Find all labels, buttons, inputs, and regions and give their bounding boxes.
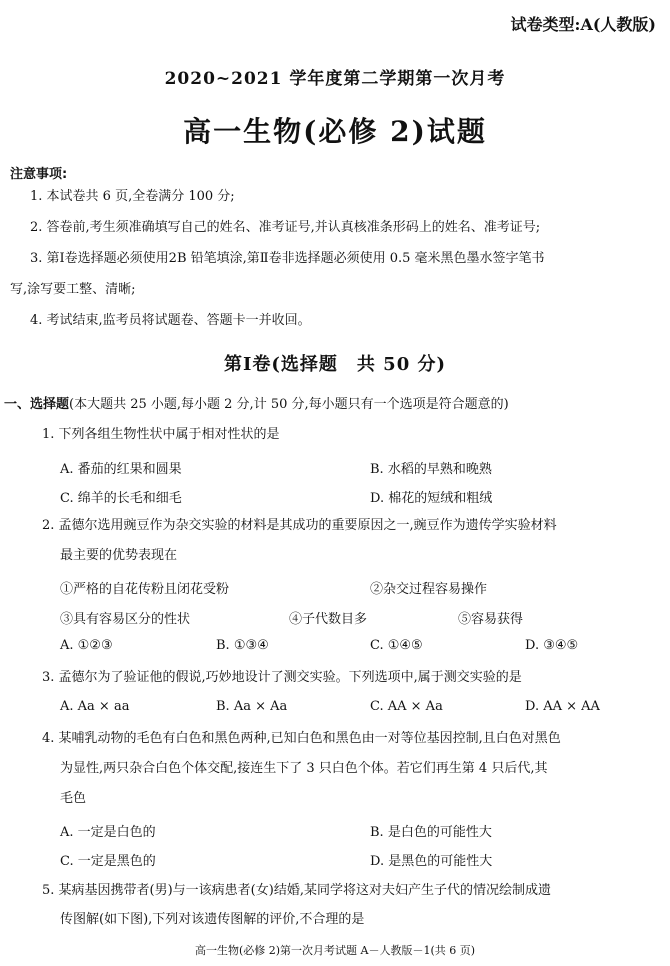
paper-type-label: 试卷类型:A(人教版) <box>510 15 656 34</box>
page-footer: 高一生物(必修 2)第一次月考试题 A－人教版－1(共 6 页) <box>194 944 476 957</box>
question-2-option-c: C. ①④⑤ <box>370 638 423 653</box>
question-4-option-b: B. 是白色的可能性大 <box>370 825 492 840</box>
question-1-option-d: D. 棉花的短绒和粗绒 <box>370 491 493 506</box>
question-2-option-d: D. ③④⑤ <box>525 638 579 653</box>
notice-heading: 注意事项: <box>10 167 68 182</box>
question-2-statement-2: ②杂交过程容易操作 <box>370 582 488 597</box>
question-4-option-a: A. 一定是白色的 <box>60 825 156 840</box>
question-3-option-c: C. AA × Aa <box>370 699 443 714</box>
question-3-option-d: D. AA × AA <box>525 699 600 714</box>
notice-item-2: 2. 答卷前,考生须准确填写自己的姓名、准考证号,并认真核准条形码上的姓名、准考证号; <box>30 220 541 235</box>
question-2-stem-1: 2. 孟德尔选用豌豆作为杂交实验的材料是其成功的重要原因之一,豌豆作为遗传学实验材料 <box>42 518 557 533</box>
section-intro-text: (本大题共 25 小题,每小题 2 分,计 50 分,每小题只有一个选项是符合题意的) <box>69 397 509 412</box>
question-1-option-a: A. 番茄的红果和圆果 <box>60 462 182 477</box>
question-2-statement-5: ⑤容易获得 <box>458 612 524 627</box>
question-3-option-a: A. Aa × aa <box>60 699 130 714</box>
section-title: 第Ⅰ卷(选择题 共 50 分) <box>223 354 447 375</box>
section-intro <box>4 394 509 416</box>
question-2-statement-3: ③具有容易区分的性状 <box>60 612 191 627</box>
question-4-option-c: C. 一定是黑色的 <box>60 854 156 869</box>
notice-item-1: 1. 本试卷共 6 页,全卷满分 100 分; <box>30 189 235 204</box>
question-4-option-d: D. 是黑色的可能性大 <box>370 854 493 869</box>
question-3-stem: 3. 孟德尔为了验证他的假说,巧妙地设计了测交实验。下列选项中,属于测交实验的是 <box>42 670 522 685</box>
question-5-stem-1: 5. 某病基因携带者(男)与一该病患者(女)结婚,某同学将这对夫妇产生子代的情况绘制成遗 <box>42 883 551 898</box>
question-4-stem-2: 为显性,两只杂合白色个体交配,接连生下了 3 只白色个体。若它们再生第 4 只后代,其 <box>60 761 548 776</box>
question-2-option-b: B. ①③④ <box>216 638 269 653</box>
question-4-stem-1: 4. 某哺乳动物的毛色有白色和黑色两种,已知白色和黑色由一对等位基因控制,且白色对黑色 <box>42 731 561 746</box>
question-5-stem-2: 传图解(如下图),下列对该遗传图解的评价,不合理的是 <box>60 912 365 927</box>
exam-main-title: 高一生物(必修 2)试题 <box>183 115 487 148</box>
question-1-option-b: B. 水稻的早熟和晚熟 <box>370 462 492 477</box>
question-3-option-b: B. Aa × Aa <box>216 699 288 714</box>
notice-item-3: 3. 第Ⅰ卷选择题必须使用2B 铅笔填涂,第Ⅱ卷非选择题必须使用 0.5 毫米黑色墨水签字笔书 <box>30 251 545 266</box>
question-2-statement-1: ①严格的自花传粉且闭花受粉 <box>60 582 230 597</box>
question-2-option-a: A. ①②③ <box>60 638 113 653</box>
question-1-stem: 1. 下列各组生物性状中属于相对性状的是 <box>42 427 280 442</box>
question-4-stem-3: 毛色 <box>60 791 87 806</box>
question-2-stem-2: 最主要的优势表现在 <box>60 548 178 563</box>
notice-item-3-cont: 写,涂写要工整、清晰; <box>10 282 136 297</box>
question-2-statement-4: ④子代数目多 <box>289 612 368 627</box>
question-1-option-c: C. 绵羊的长毛和细毛 <box>60 491 182 506</box>
exam-year-title: 2020~2021 学年度第二学期第一次月考 <box>164 69 506 89</box>
notice-item-4: 4. 考试结束,监考员将试题卷、答题卡一并收回。 <box>30 313 311 328</box>
section-intro-label: 一、选择题 <box>4 397 70 412</box>
